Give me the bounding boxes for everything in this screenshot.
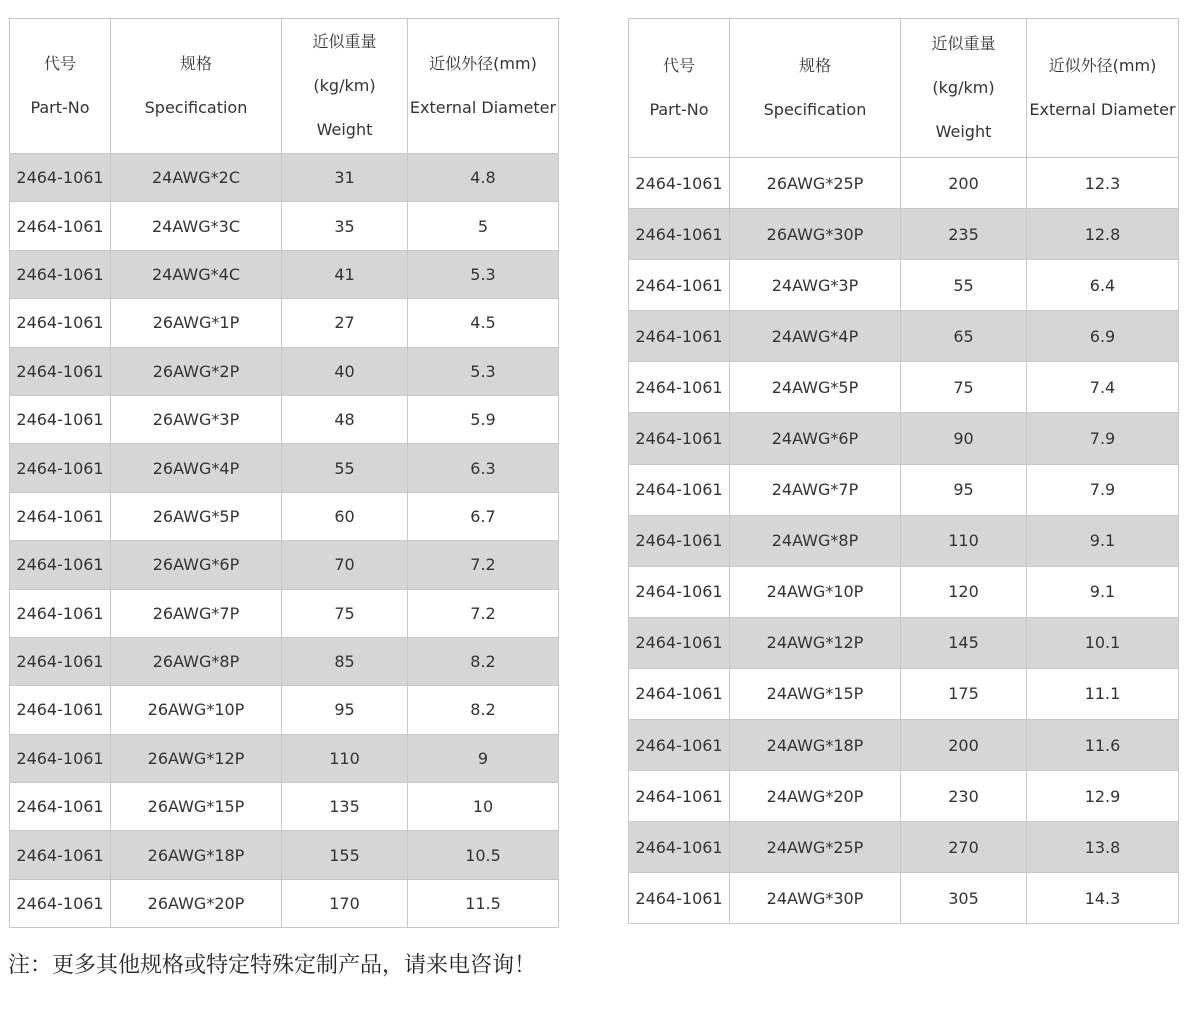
- table-row: [10, 250, 559, 298]
- cell-diameter: 4.8: [408, 154, 559, 202]
- cell-spec: 24AWG*15P: [730, 668, 901, 719]
- cell-weight: 305: [901, 873, 1027, 924]
- cell-part: 2464-1061: [10, 202, 111, 250]
- table-row: [629, 209, 1179, 260]
- cell-diameter: 8.2: [408, 637, 559, 685]
- header-diameter: [1027, 19, 1179, 158]
- cell-part: 2464-1061: [629, 873, 730, 924]
- cell-weight: 70: [282, 541, 408, 589]
- header-diameter-cn: 近似外径(mm): [1048, 56, 1157, 75]
- table-row: [10, 395, 559, 443]
- cell-part: 2464-1061: [629, 158, 730, 209]
- spec-table-left: [9, 18, 559, 928]
- cell-diameter: 13.8: [1027, 822, 1179, 873]
- cell-diameter: 6.3: [408, 444, 559, 492]
- cell-part: 2464-1061: [10, 831, 111, 879]
- cell-part: 2464-1061: [10, 299, 111, 347]
- cell-diameter: 5: [408, 202, 559, 250]
- cell-spec: 24AWG*4P: [730, 311, 901, 362]
- table-row: [629, 260, 1179, 311]
- header-weight: [901, 19, 1027, 158]
- cell-diameter: 14.3: [1027, 873, 1179, 924]
- header-weight-cn: 近似重量: [312, 32, 377, 51]
- table-body: [629, 158, 1179, 924]
- cell-spec: 24AWG*8P: [730, 515, 901, 566]
- header-weight-unit: (kg/km): [932, 78, 995, 97]
- table-row: [629, 617, 1179, 668]
- table-header: [10, 19, 559, 154]
- cell-weight: 230: [901, 771, 1027, 822]
- cell-spec: 24AWG*12P: [730, 617, 901, 668]
- table-row: [10, 154, 559, 202]
- cell-part: 2464-1061: [10, 734, 111, 782]
- cell-spec: 26AWG*10P: [111, 686, 282, 734]
- cell-weight: 65: [901, 311, 1027, 362]
- table-row: [629, 771, 1179, 822]
- header-spec-en: Specification: [144, 98, 248, 117]
- cell-weight: 270: [901, 822, 1027, 873]
- cell-weight: 145: [901, 617, 1027, 668]
- cell-diameter: 6.4: [1027, 260, 1179, 311]
- table-row: [10, 734, 559, 782]
- header-part-no: [10, 19, 111, 154]
- cell-diameter: 9: [408, 734, 559, 782]
- cell-diameter: 7.2: [408, 541, 559, 589]
- table-row: [10, 831, 559, 879]
- cell-weight: 31: [282, 154, 408, 202]
- cell-spec: 26AWG*15P: [111, 783, 282, 831]
- table-row: [10, 444, 559, 492]
- cell-diameter: 7.4: [1027, 362, 1179, 413]
- cell-part: 2464-1061: [10, 783, 111, 831]
- table-row: [10, 879, 559, 927]
- cell-weight: 170: [282, 879, 408, 927]
- cell-spec: 26AWG*30P: [730, 209, 901, 260]
- table-row: [629, 311, 1179, 362]
- table-row: [629, 464, 1179, 515]
- cell-diameter: 8.2: [408, 686, 559, 734]
- cell-spec: 24AWG*6P: [730, 413, 901, 464]
- table-body: [10, 154, 559, 928]
- header-part-cn: 代号: [662, 56, 695, 75]
- cell-spec: 24AWG*20P: [730, 771, 901, 822]
- header-specification: [111, 19, 282, 154]
- cell-part: 2464-1061: [629, 311, 730, 362]
- cell-diameter: 10.5: [408, 831, 559, 879]
- cell-weight: 35: [282, 202, 408, 250]
- cell-weight: 135: [282, 783, 408, 831]
- cell-weight: 175: [901, 668, 1027, 719]
- cell-diameter: 11.5: [408, 879, 559, 927]
- header-weight-en: Weight: [316, 120, 373, 139]
- table-row: [10, 299, 559, 347]
- table-row: [10, 541, 559, 589]
- cell-part: 2464-1061: [629, 720, 730, 771]
- table-row: [10, 202, 559, 250]
- header-part-cn: 代号: [43, 54, 76, 73]
- cell-weight: 235: [901, 209, 1027, 260]
- cell-weight: 55: [282, 444, 408, 492]
- cell-part: 2464-1061: [10, 637, 111, 685]
- cell-part: 2464-1061: [629, 771, 730, 822]
- cell-spec: 26AWG*20P: [111, 879, 282, 927]
- table-row: [10, 686, 559, 734]
- cell-diameter: 6.9: [1027, 311, 1179, 362]
- cell-part: 2464-1061: [10, 154, 111, 202]
- cell-diameter: 12.3: [1027, 158, 1179, 209]
- table-row: [629, 362, 1179, 413]
- cell-part: 2464-1061: [10, 589, 111, 637]
- cell-diameter: 5.3: [408, 347, 559, 395]
- cell-weight: 41: [282, 250, 408, 298]
- cell-weight: 155: [282, 831, 408, 879]
- cell-spec: 26AWG*2P: [111, 347, 282, 395]
- header-weight-cn: 近似重量: [931, 34, 996, 53]
- cell-spec: 24AWG*3P: [730, 260, 901, 311]
- header-weight-unit: (kg/km): [313, 76, 376, 95]
- cell-weight: 95: [282, 686, 408, 734]
- cell-part: 2464-1061: [629, 209, 730, 260]
- spec-table-right: [628, 18, 1179, 924]
- cell-part: 2464-1061: [10, 250, 111, 298]
- cell-weight: 60: [282, 492, 408, 540]
- table-row: [10, 589, 559, 637]
- header-spec-en: Specification: [763, 100, 867, 119]
- cell-spec: 24AWG*25P: [730, 822, 901, 873]
- cell-part: 2464-1061: [10, 395, 111, 443]
- cell-part: 2464-1061: [629, 617, 730, 668]
- cell-spec: 24AWG*5P: [730, 362, 901, 413]
- header-part-en: Part-No: [649, 100, 709, 119]
- cell-part: 2464-1061: [10, 444, 111, 492]
- table-row: [10, 783, 559, 831]
- cell-part: 2464-1061: [629, 362, 730, 413]
- cell-weight: 48: [282, 395, 408, 443]
- cell-diameter: 5.3: [408, 250, 559, 298]
- header-diameter-en: External Diameter: [1029, 100, 1176, 119]
- cell-part: 2464-1061: [10, 492, 111, 540]
- table-row: [629, 413, 1179, 464]
- header-part-en: Part-No: [30, 98, 90, 117]
- cell-part: 2464-1061: [629, 566, 730, 617]
- cell-part: 2464-1061: [629, 822, 730, 873]
- header-diameter-en: External Diameter: [409, 98, 557, 117]
- cell-spec: 24AWG*4C: [111, 250, 282, 298]
- table-row: [629, 873, 1179, 924]
- cell-spec: 24AWG*18P: [730, 720, 901, 771]
- cell-diameter: 10.1: [1027, 617, 1179, 668]
- cell-diameter: 5.9: [408, 395, 559, 443]
- cell-part: 2464-1061: [629, 260, 730, 311]
- cell-diameter: 10: [408, 783, 559, 831]
- cell-weight: 95: [901, 464, 1027, 515]
- table-row: [10, 347, 559, 395]
- cell-spec: 26AWG*25P: [730, 158, 901, 209]
- cell-part: 2464-1061: [629, 413, 730, 464]
- cell-part: 2464-1061: [10, 686, 111, 734]
- cell-weight: 120: [901, 566, 1027, 617]
- cell-spec: 24AWG*30P: [730, 873, 901, 924]
- cell-part: 2464-1061: [10, 541, 111, 589]
- cell-part: 2464-1061: [10, 879, 111, 927]
- cell-diameter: 9.1: [1027, 566, 1179, 617]
- cell-spec: 24AWG*7P: [730, 464, 901, 515]
- cell-spec: 26AWG*3P: [111, 395, 282, 443]
- cell-weight: 90: [901, 413, 1027, 464]
- header-spec-cn: 规格: [798, 56, 831, 75]
- cell-spec: 24AWG*3C: [111, 202, 282, 250]
- header-specification: [730, 19, 901, 158]
- header-part-no: [629, 19, 730, 158]
- cell-spec: 26AWG*12P: [111, 734, 282, 782]
- cell-diameter: 12.9: [1027, 771, 1179, 822]
- cell-weight: 40: [282, 347, 408, 395]
- cell-diameter: 11.1: [1027, 668, 1179, 719]
- cell-spec: 26AWG*5P: [111, 492, 282, 540]
- table-row: [629, 515, 1179, 566]
- cell-spec: 26AWG*4P: [111, 444, 282, 492]
- cell-weight: 75: [901, 362, 1027, 413]
- cell-weight: 110: [901, 515, 1027, 566]
- cell-weight: 110: [282, 734, 408, 782]
- table-row: [10, 492, 559, 540]
- cell-part: 2464-1061: [629, 668, 730, 719]
- table-row: [629, 668, 1179, 719]
- cell-part: 2464-1061: [10, 347, 111, 395]
- cell-diameter: 6.7: [408, 492, 559, 540]
- cell-spec: 24AWG*10P: [730, 566, 901, 617]
- cell-weight: 85: [282, 637, 408, 685]
- cell-diameter: 9.1: [1027, 515, 1179, 566]
- cell-spec: 26AWG*18P: [111, 831, 282, 879]
- header-diameter: [408, 19, 559, 154]
- cell-diameter: 7.9: [1027, 464, 1179, 515]
- cell-weight: 75: [282, 589, 408, 637]
- cell-part: 2464-1061: [629, 515, 730, 566]
- cell-weight: 200: [901, 720, 1027, 771]
- header-spec-cn: 规格: [179, 54, 212, 73]
- cell-weight: 27: [282, 299, 408, 347]
- header-weight: [282, 19, 408, 154]
- header-diameter-cn: 近似外径(mm): [429, 54, 537, 73]
- table-header: [629, 19, 1179, 158]
- cell-diameter: 12.8: [1027, 209, 1179, 260]
- header-weight-en: Weight: [935, 122, 992, 141]
- cell-weight: 200: [901, 158, 1027, 209]
- cell-spec: 26AWG*1P: [111, 299, 282, 347]
- table-row: [629, 566, 1179, 617]
- cell-spec: 26AWG*7P: [111, 589, 282, 637]
- cell-weight: 55: [901, 260, 1027, 311]
- cell-spec: 24AWG*2C: [111, 154, 282, 202]
- table-row: [629, 720, 1179, 771]
- cell-spec: 26AWG*8P: [111, 637, 282, 685]
- cell-diameter: 11.6: [1027, 720, 1179, 771]
- table-row: [10, 637, 559, 685]
- cell-diameter: 4.5: [408, 299, 559, 347]
- cell-diameter: 7.2: [408, 589, 559, 637]
- cell-spec: 26AWG*6P: [111, 541, 282, 589]
- table-row: [629, 158, 1179, 209]
- footnote: 注：更多其他规格或特定特殊定制产品，请来电咨询！: [8, 953, 537, 978]
- cell-part: 2464-1061: [629, 464, 730, 515]
- table-row: [629, 822, 1179, 873]
- cell-diameter: 7.9: [1027, 413, 1179, 464]
